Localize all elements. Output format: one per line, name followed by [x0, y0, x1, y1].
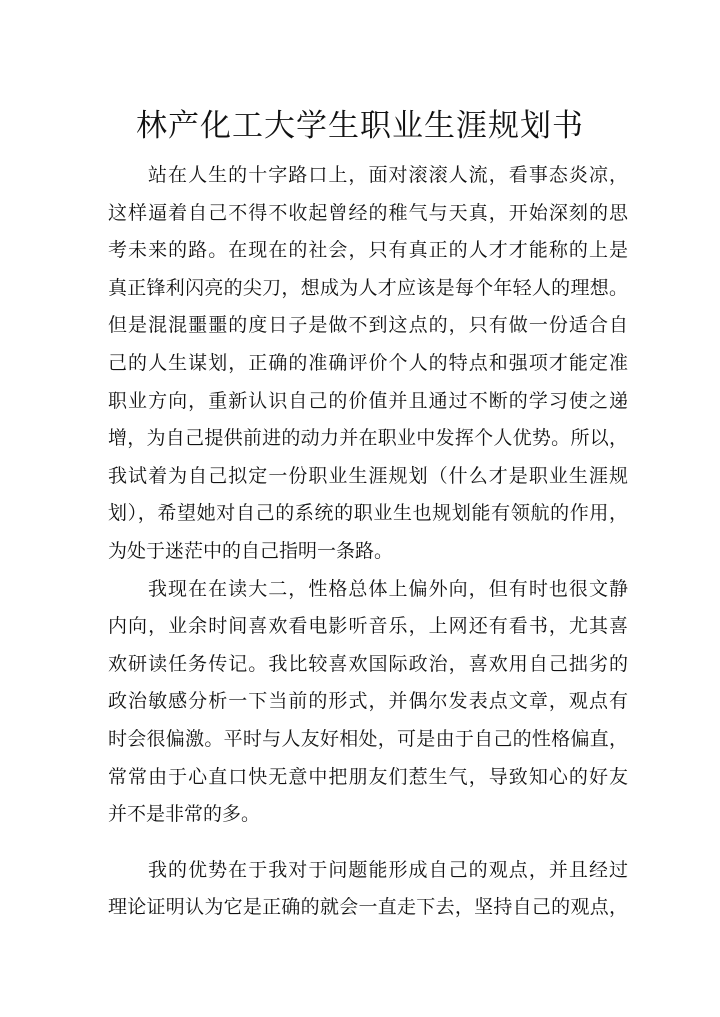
- text-line: 己的人生谋划，正确的准确评价个人的特点和强项才能定准: [108, 351, 628, 374]
- text-line: 考未来的路。在现在的社会，只有真正的人才才能称的上是: [108, 239, 628, 262]
- text-line: 但是混混噩噩的度日子是做不到这点的，只有做一份适合自: [108, 314, 628, 337]
- text-line: 政治敏感分析一下当前的形式，并偶尔发表点文章，观点有: [108, 690, 628, 713]
- text-line: 站在人生的十字路口上，面对滚滚人流，看事态炎凉，: [148, 164, 628, 186]
- paragraph-intro: [108, 157, 628, 571]
- text-line: 常常由于心直口快无意中把朋友们惹生气，导致知心的好友: [108, 765, 628, 788]
- text-line: 划），希望她对自己的系统的职业生也规划能有领航的作用，: [108, 502, 628, 525]
- text-line: 为处于迷茫中的自己指明一条路。: [108, 539, 394, 562]
- text-line: 真正锋利闪亮的尖刀，想成为人才应该是每个年轻人的理想。: [108, 276, 628, 299]
- paragraph-spacer: [108, 834, 628, 852]
- text-line: 并不是非常的多。: [108, 803, 261, 826]
- paragraph-self-description: [108, 571, 628, 834]
- document-title: 林产化工大学生职业生涯规划书: [136, 108, 584, 144]
- text-line: 增，为自己提供前进的动力并在职业中发挥个人优势。所以，: [108, 427, 628, 450]
- text-line: 时会很偏激。平时与人友好相处，可是由于自己的性格偏直，: [108, 727, 628, 750]
- text-line: 理论证明认为它是正确的就会一直走下去，坚持自己的观点，: [108, 896, 628, 919]
- text-line: 我试着为自己拟定一份职业生涯规划（什么才是职业生涯规: [108, 464, 628, 487]
- paragraph-strengths: [108, 852, 628, 927]
- text-line: 内向，业余时间喜欢看电影听音乐，上网还有看书，尤其喜: [108, 615, 628, 638]
- document-body: [108, 157, 628, 927]
- text-line: 职业方向，重新认识自己的价值并且通过不断的学习使之递: [108, 389, 628, 412]
- text-line: 欢研读任务传记。我比较喜欢国际政治，喜欢用自己拙劣的: [108, 652, 628, 675]
- text-line: 我的优势在于我对于问题能形成自己的观点，并且经过: [148, 858, 628, 881]
- text-line: 这样逼着自己不得不收起曾经的稚气与天真，开始深刻的思: [108, 201, 628, 224]
- text-line: 我现在在读大二，性格总体上偏外向，但有时也很文静: [148, 577, 628, 600]
